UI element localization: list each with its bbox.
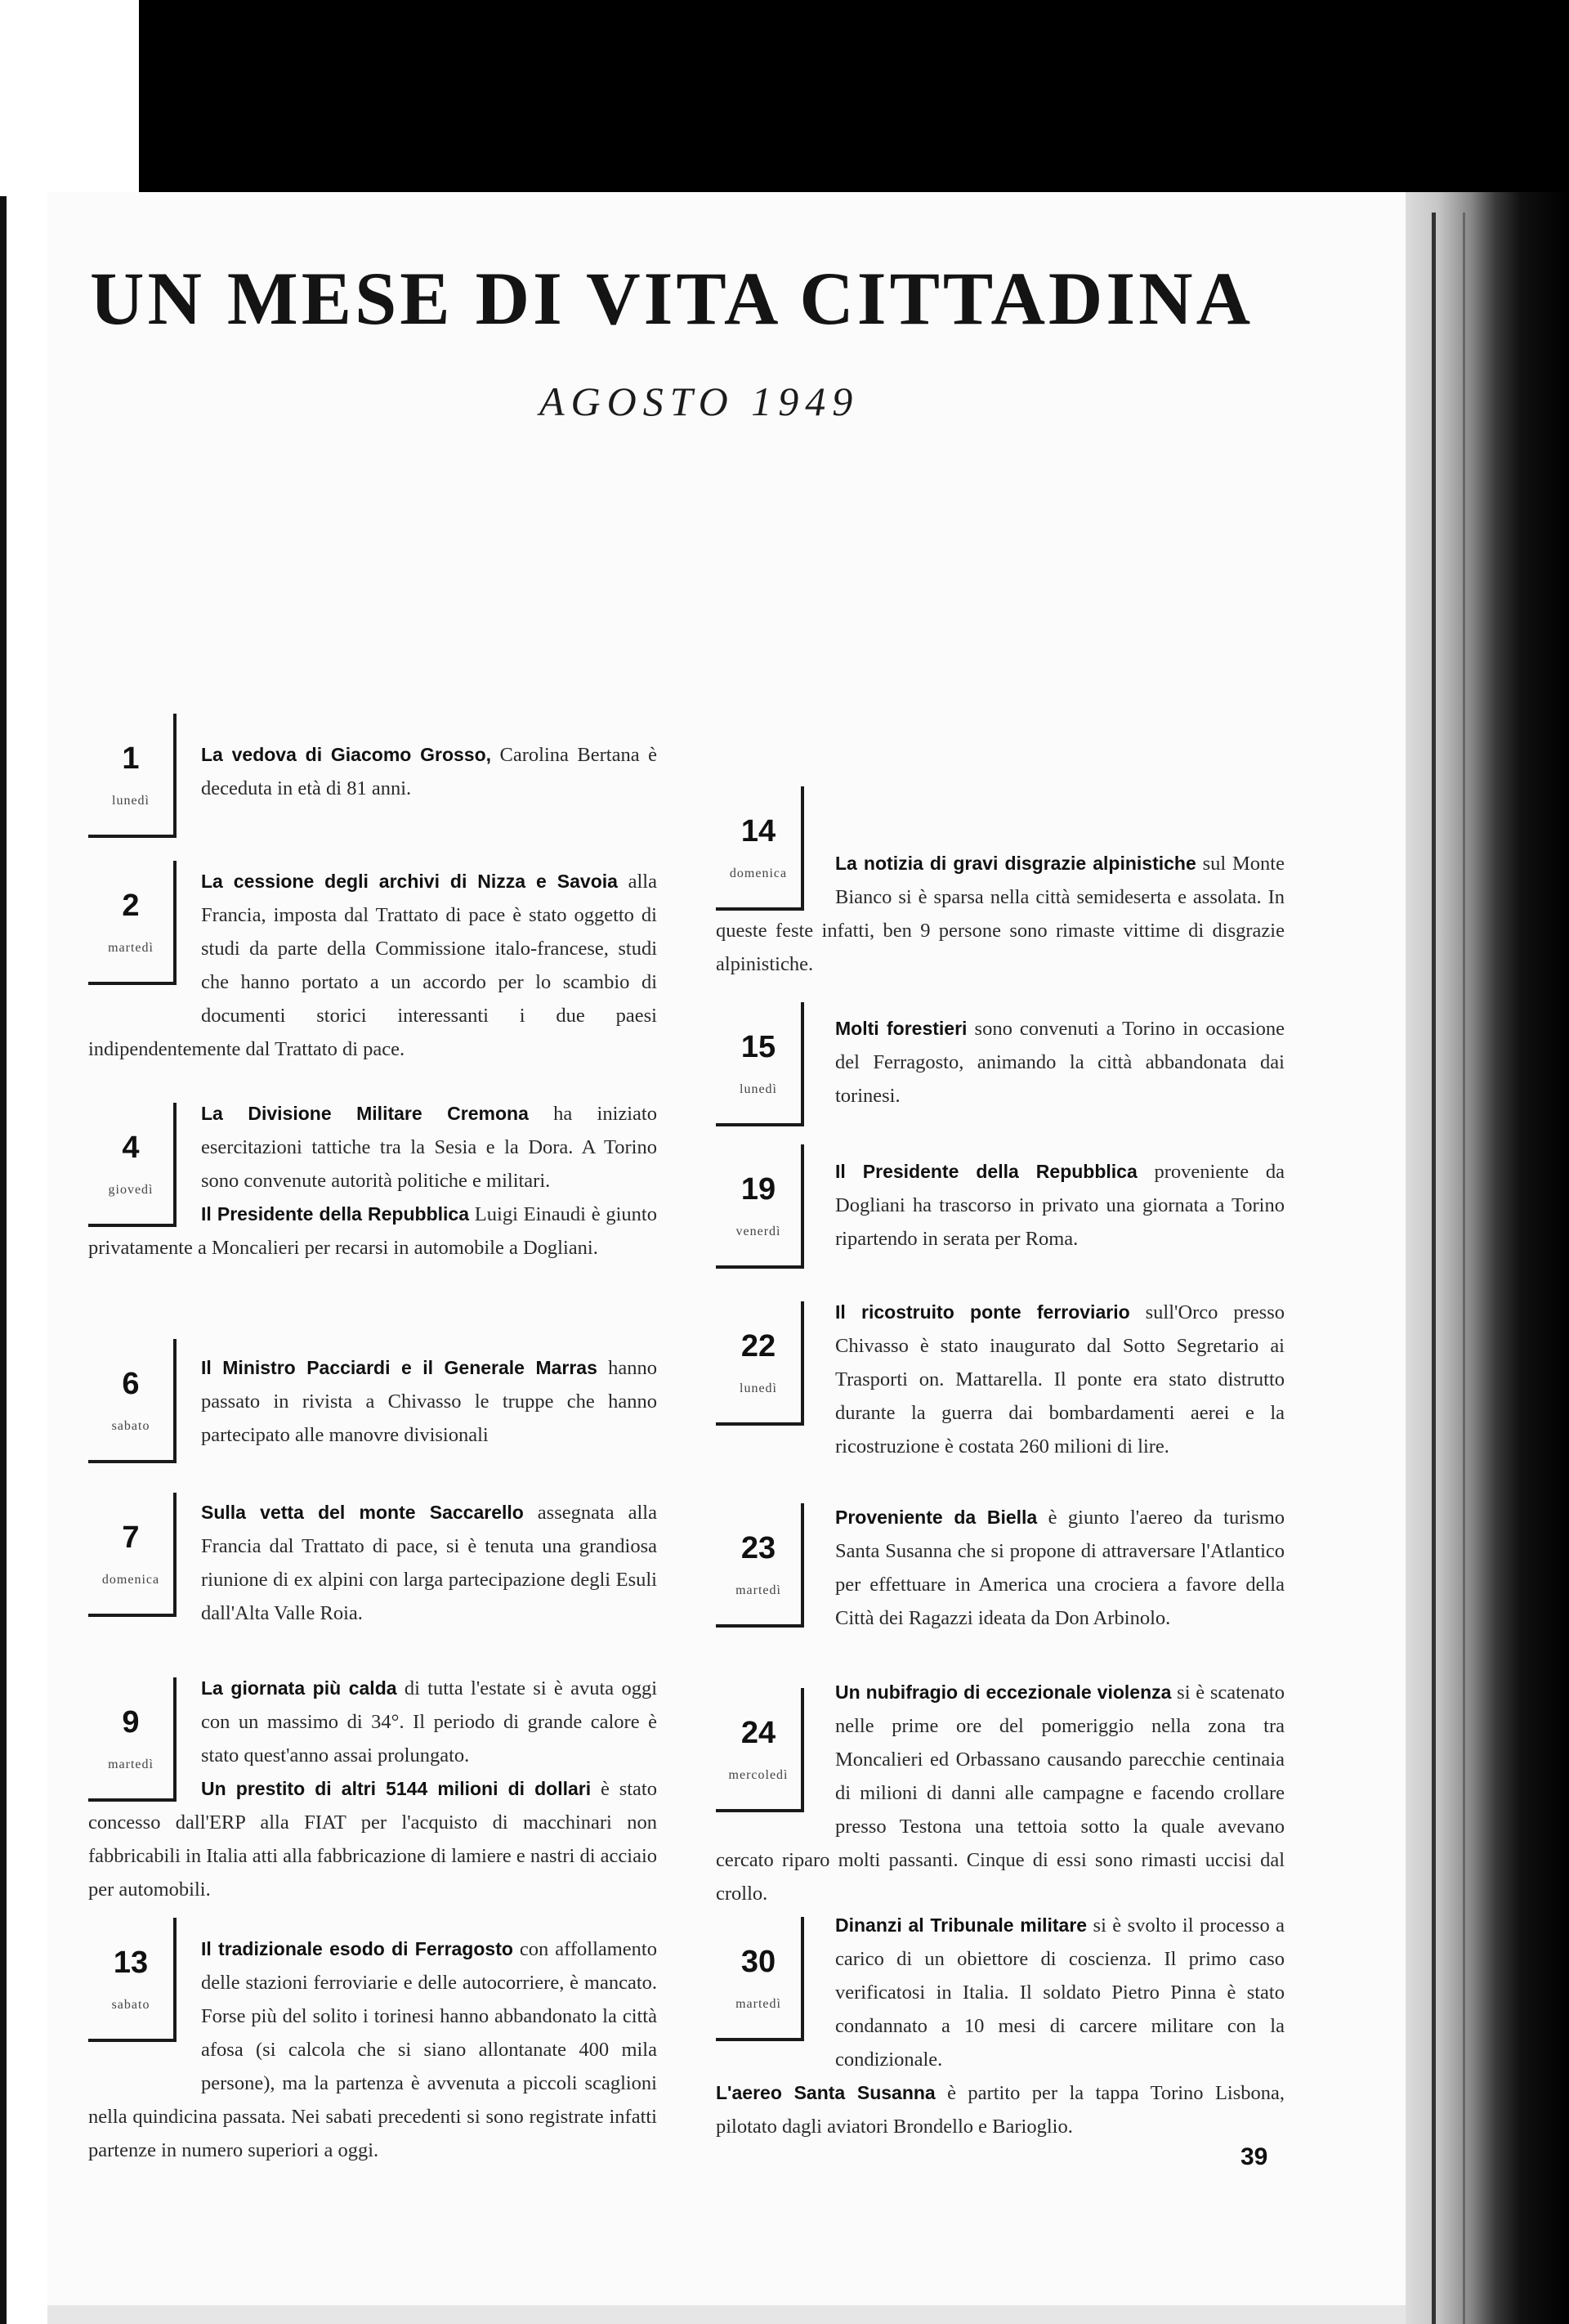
float-spacer <box>716 847 835 912</box>
date-weekday: sabato <box>111 1419 150 1433</box>
entry-body: si è svolto il processo a carico di un obiettore di coscienza. Il primo caso verificatosi in Italia. Il soldato Pietro Pinna è stato condannato a 10 mesi di carcere militare con la condizionale. <box>835 1914 1285 2071</box>
entry-text <box>716 847 1285 981</box>
entry-headline: Sulla vetta del monte Saccarello <box>201 1502 524 1523</box>
date-box <box>716 1917 804 2041</box>
entry-text <box>201 738 657 805</box>
entry-body: hanno passato in rivista a Chivasso le truppe che hanno partecipato alle manovre divisionali <box>201 1357 657 1446</box>
entry-text <box>201 1496 657 1630</box>
date-number: 2 <box>122 889 140 923</box>
float-spacer <box>88 1672 201 1802</box>
float-spacer <box>88 1097 201 1228</box>
entry-text <box>716 1296 1285 1463</box>
entry-text <box>88 1932 657 2167</box>
entry-text <box>201 1351 657 1452</box>
page-number: 39 <box>1240 2143 1268 2170</box>
entry-body-2: è partito per la tappa Torino Lisbona, pilotato dagli aviatori Brondello e Barioglio. <box>716 2082 1285 2138</box>
date-weekday: domenica <box>101 1573 160 1587</box>
entry-text-continued <box>716 2076 1285 2143</box>
entry-headline-2: L'aereo Santa Susanna <box>716 2082 936 2103</box>
scan-border-left <box>0 192 47 2324</box>
entry-body: alla Francia, imposta dal Trattato di pace è stato oggetto di studi da parte della Commissione italo-francese, studi che hanno portato a un accordo per lo scambio di documenti storici interessanti i due paesi indipendentemente dal Trattato di pace. <box>88 871 657 1060</box>
date-number: 22 <box>740 1329 776 1364</box>
entry-headline: La notizia di gravi disgrazie alpinistiche <box>835 853 1196 874</box>
entry-text <box>88 865 657 1066</box>
entry-headline-2: Un prestito di altri 5144 milioni di dollari <box>201 1778 592 1799</box>
date-number: 23 <box>740 1531 776 1565</box>
entry-body: sull'Orco presso Chivasso è stato inaugurato dal Sotto Segretario ai Trasporti on. Mattarella. Il ponte era stato distrutto durante la guerra dai bombardamenti aerei e la ricostruzione è costata 260 milioni di lire. <box>835 1301 1285 1458</box>
entry-headline: La giornata più calda <box>201 1677 397 1699</box>
entry-headline: La vedova di Giacomo Grosso, <box>201 744 492 765</box>
date-box <box>716 1503 804 1628</box>
entry-text <box>716 1676 1285 1910</box>
scan-edge-right <box>1432 213 1436 2324</box>
entry-body: sul Monte Bianco si è sparsa nella città semideserta e assolata. In queste feste infatti, ben 9 persone sono rimaste vittime di disgrazie alpinistiche. <box>716 853 1285 975</box>
date-weekday: lunedì <box>112 794 150 808</box>
float-spacer <box>716 1676 835 1839</box>
entry-text <box>835 1909 1285 2076</box>
scan-edge-left <box>0 196 7 2324</box>
page-subtitle: AGOSTO 1949 <box>539 378 860 424</box>
entry-body-2: è stato concesso dall'ERP alla FIAT per l'acquisto di macchinari non fabbricabili in Italia atti alla fabbricazione di lamiere e nastri di acciaio per automobili. <box>88 1778 657 1901</box>
entry-text <box>835 1501 1285 1635</box>
entry-text <box>835 1155 1285 1256</box>
date-box <box>716 1002 804 1126</box>
date-box <box>716 1144 804 1269</box>
scan-edge-right-inner <box>1463 213 1465 2324</box>
date-number: 4 <box>122 1131 140 1165</box>
date-box <box>88 1493 177 1617</box>
date-weekday: giovedì <box>108 1183 154 1197</box>
date-number: 15 <box>740 1030 776 1064</box>
date-number: 19 <box>740 1172 776 1207</box>
date-number: 1 <box>122 741 140 776</box>
entry-text <box>88 1097 657 1265</box>
entry-headline: Il Ministro Pacciardi e il Generale Marras <box>201 1357 597 1378</box>
float-spacer <box>88 1932 201 2096</box>
float-spacer <box>88 865 201 1028</box>
date-number: 7 <box>122 1520 140 1555</box>
entry-headline: Dinanzi al Tribunale militare <box>835 1914 1088 1936</box>
date-number: 30 <box>740 1945 776 1979</box>
date-weekday: martedì <box>108 1758 154 1771</box>
entry-body: con affollamento delle stazioni ferroviarie e delle autocorriere, è mancato. Forse più del solito i torinesi hanno abbandonato la città afosa (si calcola che si siano allontanate 400 mila persone), ma la partenza è avvenuta a piccoli scaglioni nella quindicina passata. Nei sabati precedenti si sono registrate infatti partenze in numero superiori a oggi. <box>88 1938 657 2161</box>
entry-headline: Molti forestieri <box>835 1018 968 1039</box>
entry-headline: La cessione degli archivi di Nizza e Savoia <box>201 871 618 892</box>
date-weekday: domenica <box>729 866 788 880</box>
date-weekday: sabato <box>111 1998 150 2012</box>
entry-body: si è scatenato nelle prime ore del pomeriggio nella zona tra Moncalieri ed Orbassano causando parecchie centinaia di milioni di danni alle campagne e facendo crollare presso Testona una tettoia sotto la quale avevano cercato riparo molti passanti. Cinque di essi sono rimasti uccisi dal crollo. <box>716 1681 1285 1905</box>
entry-body: sono convenuti a Torino in occasione del Ferragosto, animando la città abbandonata dai torinesi. <box>835 1018 1285 1107</box>
float-spacer <box>716 1296 835 1459</box>
entry-headline: Un nubifragio di eccezionale violenza <box>835 1681 1172 1703</box>
date-weekday: lunedì <box>740 1381 777 1395</box>
date-number: 14 <box>740 814 776 849</box>
date-number: 24 <box>740 1716 776 1750</box>
entry-headline: La Divisione Militare Cremona <box>201 1103 529 1124</box>
entry-body: proveniente da Dogliani ha trascorso in privato una giornata a Torino ripartendo in serata per Roma. <box>835 1161 1285 1250</box>
date-box <box>88 1339 177 1463</box>
date-weekday: lunedì <box>740 1082 777 1096</box>
date-weekday: martedì <box>735 1583 781 1597</box>
date-number: 9 <box>122 1705 140 1740</box>
date-weekday: venerdì <box>735 1225 781 1238</box>
scan-border-top <box>139 0 1569 192</box>
entry-headline: Il tradizionale esodo di Ferragosto <box>201 1938 513 1959</box>
entry-text <box>88 1672 657 1906</box>
date-weekday: martedì <box>735 1997 781 2011</box>
entry-headline: Proveniente da Biella <box>835 1507 1038 1528</box>
date-number: 13 <box>113 1946 149 1980</box>
entry-body: Carolina Bertana è deceduta in età di 81 anni. <box>201 744 657 799</box>
date-number: 6 <box>122 1367 140 1401</box>
date-box <box>88 714 177 838</box>
entry-body: è giunto l'aereo da turismo Santa Susanna che si propone di attraversare l'Atlantico per effettuare in America una crociera a favore della Città dei Ragazzi ideata da Don Arbinolo. <box>835 1507 1285 1629</box>
entry-body: di tutta l'estate si è avuta oggi con un massimo di 34°. Il periodo di grande calore è stato quest'anno assai prolungato. <box>201 1677 658 1767</box>
entry-headline: Il Presidente della Repubblica <box>835 1161 1138 1182</box>
page-title: UN MESE DI VITA CITTADINA <box>90 257 1254 340</box>
entry-body: ha iniziato esercitazioni tattiche tra la Sesia e la Dora. A Torino sono convenute autorità politiche e militari. <box>201 1103 657 1192</box>
entry-headline-2: Il Presidente della Repubblica <box>201 1203 469 1225</box>
entry-headline: Il ricostruito ponte ferroviario <box>835 1301 1130 1323</box>
entry-body: assegnata alla Francia dal Trattato di pace, si è tenuta una grandiosa riunione di ex alpini con larga partecipazione degli Esuli dall'Alta Valle Roia. <box>201 1502 657 1624</box>
date-weekday: mercoledì <box>728 1768 789 1782</box>
entry-text <box>835 1012 1285 1113</box>
scan-border-right <box>1406 192 1569 2324</box>
entry-body-2: Luigi Einaudi è giunto privatamente a Moncalieri per recarsi in automobile a Dogliani. <box>88 1203 657 1259</box>
scan-border-bottom <box>47 2305 1406 2324</box>
date-weekday: martedì <box>108 941 154 955</box>
